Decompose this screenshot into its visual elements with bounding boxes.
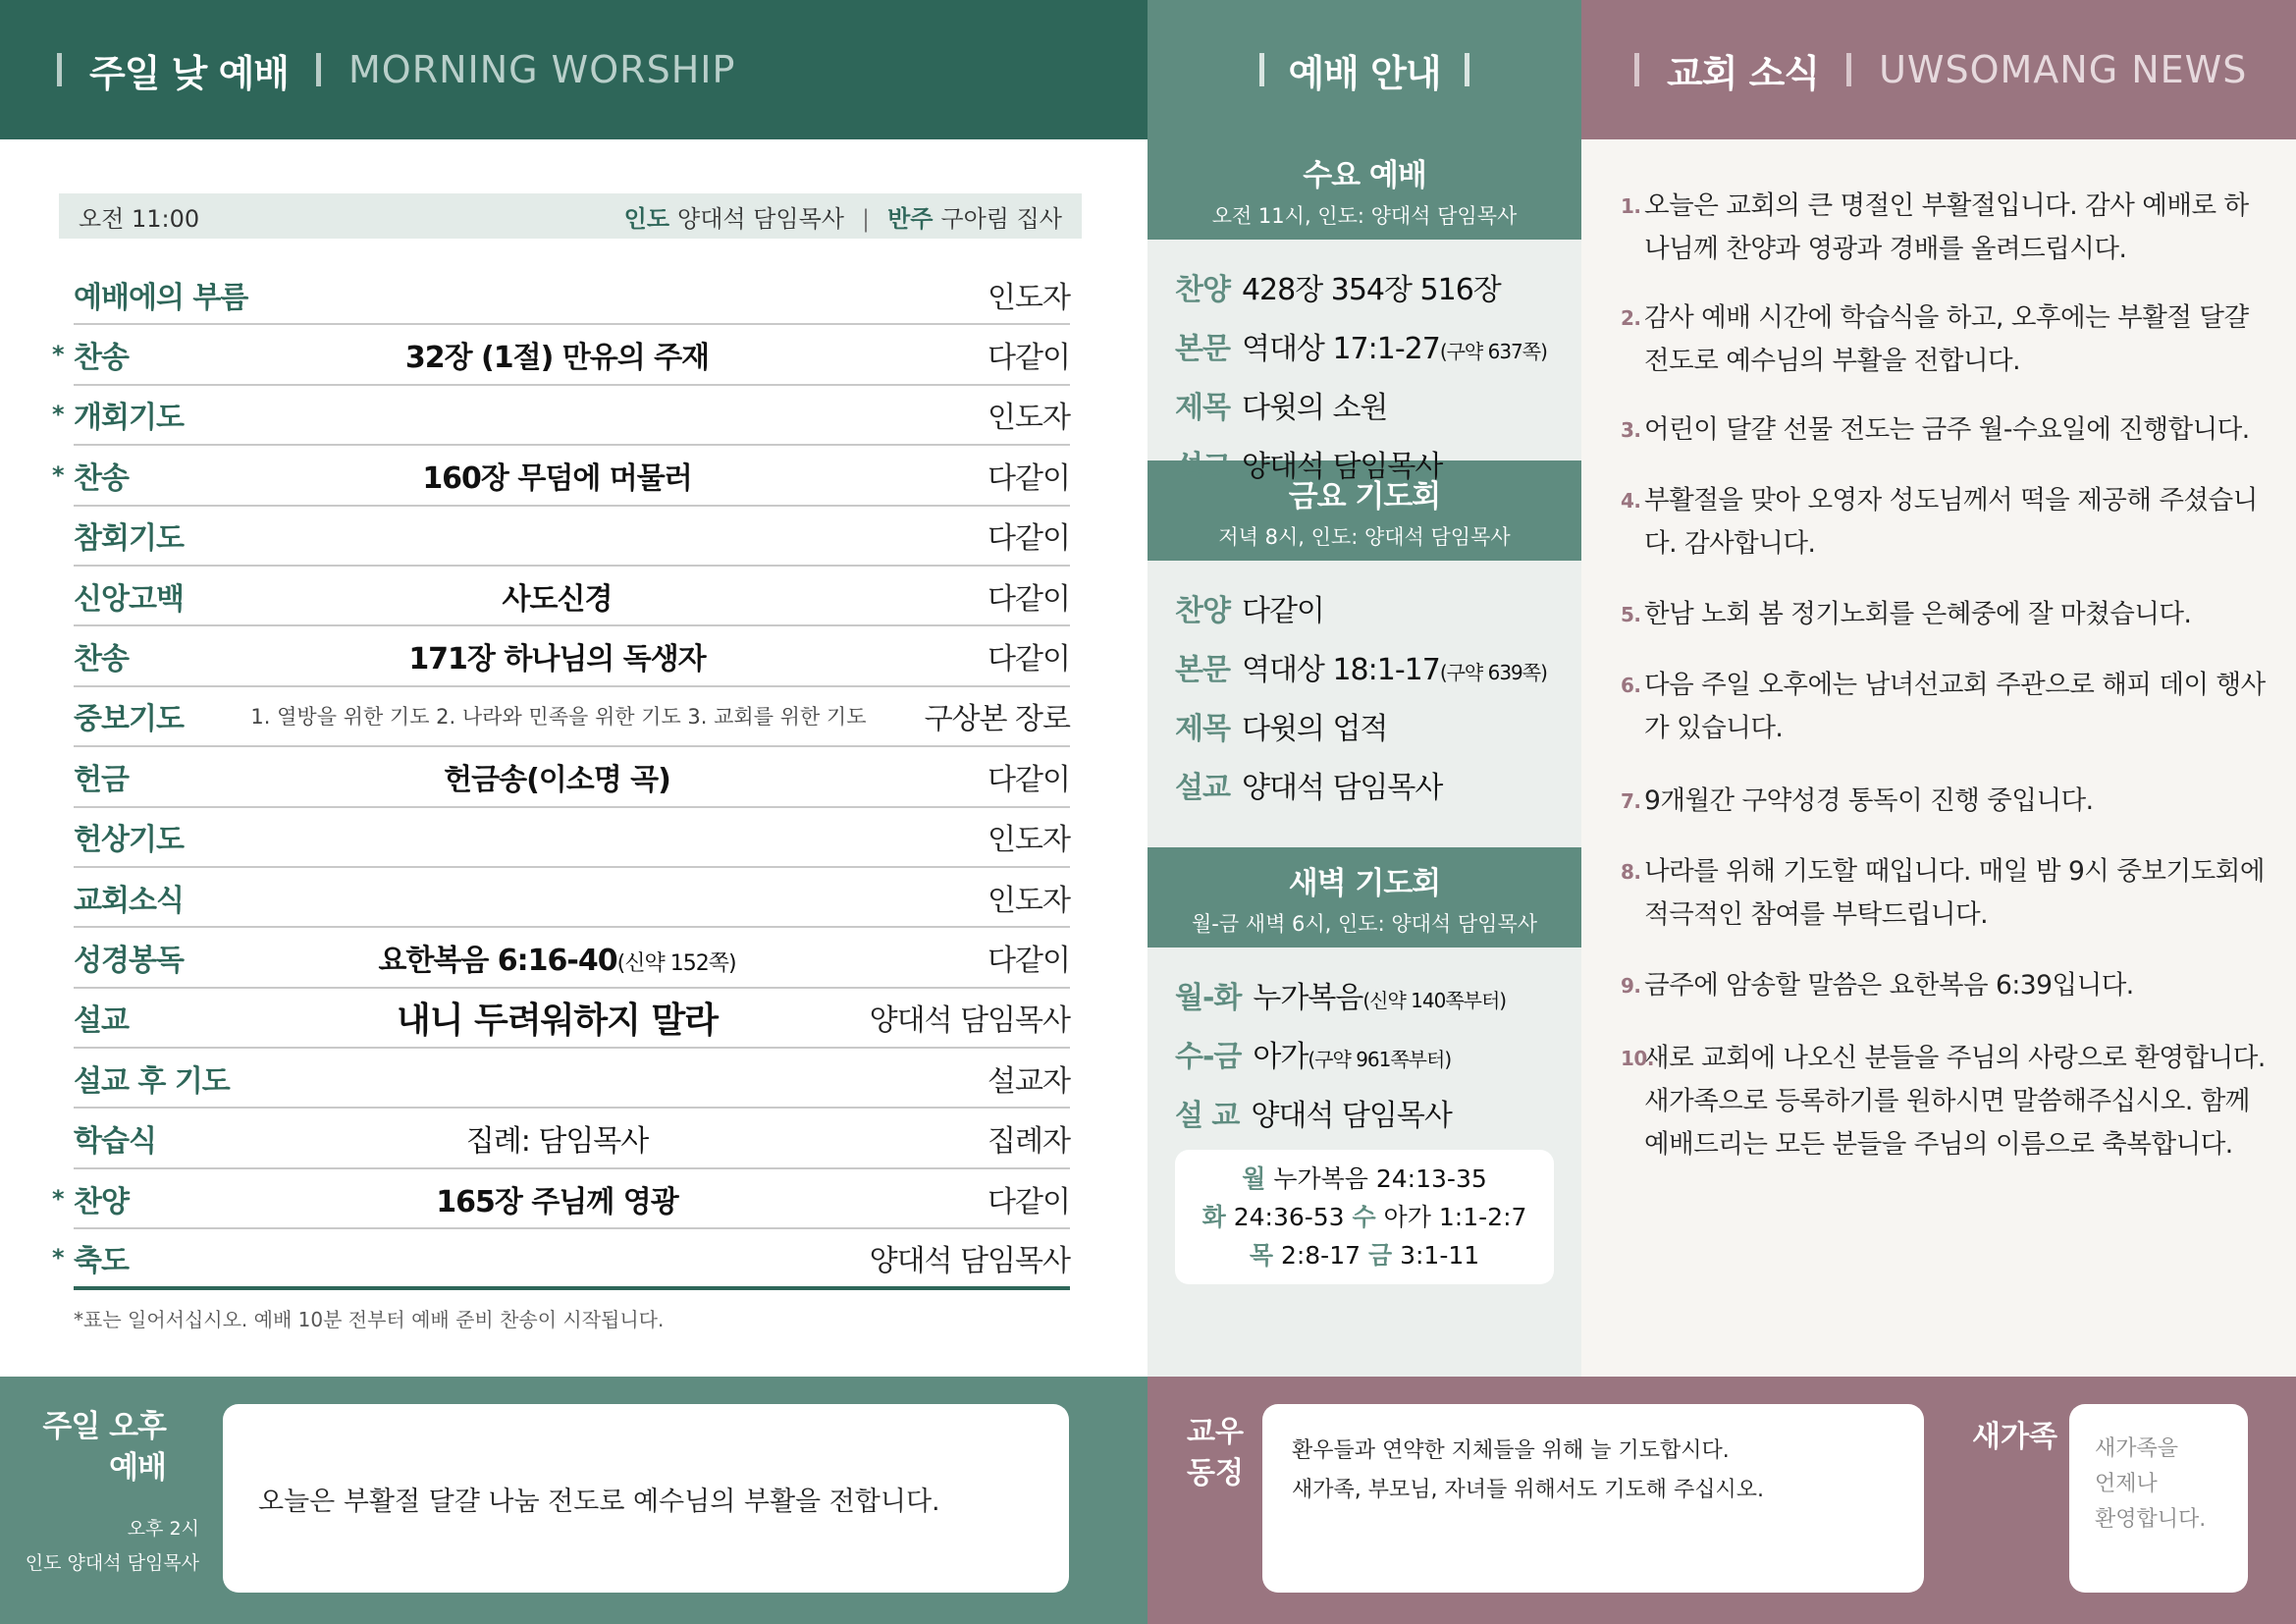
order-item-leader: 인도자 bbox=[988, 823, 1070, 858]
order-item-reference: (신약 152쪽) bbox=[616, 950, 736, 976]
reading-thu: 2:8-17 bbox=[1280, 1241, 1362, 1270]
friday-list bbox=[1148, 561, 1581, 847]
news-text: 다음 주일 오후에는 남녀선교회 주관으로 해피 데이 행사가 있습니다. bbox=[1644, 670, 2266, 743]
news-item bbox=[1621, 964, 2267, 1007]
schedule-value-main: 양대석 담임목사 bbox=[1241, 450, 1443, 484]
newfamily-box bbox=[2069, 1404, 2248, 1593]
order-row bbox=[74, 989, 1070, 1049]
order-item-leader: 인도자 bbox=[988, 280, 1070, 315]
schedule-value-main: 다윗의 소원 bbox=[1241, 391, 1388, 425]
news-text: 감사 예배 시간에 학습식을 하고, 오후에는 부활절 달걀 전도로 예수님의 부활을 전합니다. bbox=[1644, 302, 2249, 376]
daily-line-2 bbox=[1175, 1198, 1554, 1236]
order-item-name: 설교 후 기도 bbox=[74, 1063, 230, 1099]
service-people bbox=[624, 199, 1062, 234]
day-tue: 화 bbox=[1201, 1203, 1226, 1231]
order-row bbox=[52, 1229, 1070, 1289]
schedule-label: 월-화 bbox=[1175, 981, 1242, 1015]
news-text: 나라를 위해 기도할 때입니다. 매일 밤 9시 중보기도회에 적극적인 참여를 부탁드립니다. bbox=[1644, 856, 2265, 930]
news-item bbox=[1621, 479, 2267, 566]
order-row bbox=[74, 567, 1070, 626]
news-text: 9개월간 구약성경 통독이 진행 중입니다. bbox=[1644, 785, 2094, 816]
order-row bbox=[52, 325, 1070, 385]
newfamily-line-1: 새가족을 bbox=[2095, 1436, 2179, 1461]
schedule-value bbox=[1242, 383, 1387, 426]
header-church-news bbox=[1581, 0, 2296, 139]
order-item-name: 교회소식 bbox=[74, 883, 184, 918]
news-number: 4. bbox=[1621, 489, 1641, 513]
order-item-title: 1. 열방을 위한 기도 2. 나라와 민족을 위한 기도 3. 교회를 위한 기도 bbox=[250, 705, 867, 730]
accompanist-name: 구아림 집사 bbox=[940, 204, 1062, 233]
order-item-content bbox=[270, 936, 844, 979]
order-item-leader: 다같이 bbox=[988, 1184, 1070, 1219]
stand-marker: * bbox=[52, 460, 65, 489]
order-item-name: 성경봉독 bbox=[74, 943, 184, 978]
order-item-title: 160장 무덤에 머물러 bbox=[422, 460, 692, 496]
day-wed: 수 bbox=[1352, 1203, 1376, 1231]
accompanist-label: 반주 bbox=[887, 204, 934, 233]
afternoon-title bbox=[42, 1406, 166, 1489]
schedule-value-main: 다윗의 업적 bbox=[1241, 712, 1388, 746]
schedule-label: 본문 bbox=[1175, 653, 1230, 687]
news-number: 5. bbox=[1621, 603, 1641, 626]
news-item bbox=[1621, 408, 2267, 452]
news-item bbox=[1621, 850, 2267, 937]
afternoon-details bbox=[26, 1512, 199, 1581]
schedule-value bbox=[1253, 1032, 1451, 1075]
reading-mon: 누가복음 24:13-35 bbox=[1273, 1164, 1487, 1193]
prayer-title-line1: 교우 bbox=[1187, 1415, 1244, 1449]
news-number: 10. bbox=[1621, 1047, 1654, 1070]
day-thu: 목 bbox=[1249, 1241, 1273, 1270]
schedule-item bbox=[1175, 1024, 1554, 1083]
service-schedule bbox=[1148, 139, 1581, 1377]
news-item bbox=[1621, 664, 2267, 750]
wednesday-header bbox=[1148, 139, 1581, 240]
schedule-value bbox=[1242, 645, 1547, 688]
order-row bbox=[74, 868, 1070, 928]
order-item-title: 165장 주님께 영광 bbox=[436, 1184, 678, 1219]
stand-marker: * bbox=[52, 1243, 65, 1272]
order-item-title: 요한복음 6:16-40 bbox=[378, 943, 617, 978]
order-item-leader: 구상본 장로 bbox=[924, 702, 1070, 737]
news-item bbox=[1621, 297, 2267, 383]
schedule-value bbox=[1242, 586, 1324, 629]
order-item-name: 학습식 bbox=[74, 1124, 156, 1160]
news-item bbox=[1621, 593, 2267, 636]
order-item-title: 헌금송(이소명 곡) bbox=[444, 762, 670, 797]
order-row bbox=[74, 687, 1070, 747]
header-title-ko: 교회 소식 bbox=[1667, 51, 1820, 95]
schedule-label: 설 교 bbox=[1175, 1099, 1240, 1133]
schedule-value-main: 누가복음 bbox=[1253, 981, 1363, 1015]
order-item-leader: 집례자 bbox=[988, 1124, 1070, 1160]
afternoon-leader: 인도 양대석 담임목사 bbox=[25, 1552, 199, 1574]
stand-marker: * bbox=[52, 401, 65, 429]
header-title-en: MORNING WORSHIP bbox=[348, 48, 736, 91]
friday-header bbox=[1148, 460, 1581, 561]
reading-fri: 3:1-11 bbox=[1400, 1241, 1480, 1270]
news-number: 8. bbox=[1621, 860, 1641, 884]
header-bar bbox=[57, 53, 62, 86]
order-item-name: 찬송 bbox=[74, 642, 129, 677]
schedule-value-main: 역대상 18:1-17 bbox=[1241, 653, 1440, 687]
info-divider: | bbox=[861, 204, 871, 233]
order-item-name: 개회기도 bbox=[74, 401, 184, 436]
dawn-subtitle: 월-금 새벽 6시, 인도: 양대석 담임목사 bbox=[1191, 911, 1538, 936]
header-separator bbox=[1846, 53, 1851, 86]
news-number: 9. bbox=[1621, 974, 1641, 998]
news-text: 한남 노회 봄 정기노회를 은혜중에 잘 마쳤습니다. bbox=[1644, 599, 2192, 629]
reading-wed: 아가 1:1-2:7 bbox=[1383, 1203, 1527, 1231]
schedule-value bbox=[1242, 704, 1387, 747]
wednesday-title: 수요 예배 bbox=[1303, 157, 1426, 193]
order-item-leader: 다같이 bbox=[988, 762, 1070, 797]
newfamily-line-3: 환영합니다. bbox=[2095, 1507, 2207, 1532]
news-number: 3. bbox=[1621, 418, 1641, 442]
header-bar bbox=[1259, 53, 1264, 86]
service-info-bar bbox=[59, 193, 1082, 239]
header-service-guide bbox=[1148, 0, 1581, 139]
order-item-content bbox=[270, 454, 844, 497]
order-item-leader: 다같이 bbox=[988, 642, 1070, 677]
order-row bbox=[52, 1169, 1070, 1229]
stand-marker: * bbox=[52, 1184, 65, 1213]
schedule-value bbox=[1242, 763, 1442, 806]
newfamily-title: 새가족 bbox=[1972, 1420, 2057, 1454]
order-row bbox=[74, 626, 1070, 686]
news-item bbox=[1621, 185, 2267, 271]
news-text: 부활절을 맞아 오영자 성도님께서 떡을 제공해 주셨습니다. 감사합니다. bbox=[1644, 485, 2258, 559]
schedule-value bbox=[1242, 324, 1547, 367]
dawn-list bbox=[1148, 947, 1581, 1142]
news-number: 7. bbox=[1621, 789, 1641, 813]
prayer-title bbox=[1187, 1412, 1244, 1494]
order-item-name: 찬양 bbox=[74, 1184, 129, 1219]
order-row bbox=[74, 507, 1070, 567]
order-row bbox=[74, 265, 1070, 325]
order-item-content bbox=[270, 993, 844, 1043]
schedule-item bbox=[1175, 375, 1554, 434]
header-title-ko: 주일 낮 예배 bbox=[89, 51, 289, 95]
order-row bbox=[74, 1049, 1070, 1109]
afternoon-title-line1: 주일 오후 bbox=[42, 1409, 166, 1444]
order-item-leader: 인도자 bbox=[988, 401, 1070, 436]
afternoon-message-box bbox=[223, 1404, 1069, 1593]
schedule-value bbox=[1242, 265, 1501, 308]
schedule-reference: (신약 140쪽부터) bbox=[1362, 989, 1507, 1012]
schedule-label: 제목 bbox=[1175, 391, 1230, 425]
header-bar bbox=[1634, 53, 1639, 86]
schedule-item bbox=[1175, 578, 1554, 637]
order-item-content bbox=[270, 333, 844, 376]
header-separator bbox=[316, 53, 321, 86]
newfamily-line-2: 언제나 bbox=[2095, 1472, 2158, 1496]
prayer-line-1: 환우들과 연약한 지체들을 위해 늘 기도합시다. bbox=[1292, 1438, 1730, 1463]
daily-line-3 bbox=[1175, 1236, 1554, 1274]
schedule-value-main: 아가 bbox=[1253, 1040, 1308, 1074]
order-item-content bbox=[270, 755, 844, 798]
schedule-value bbox=[1251, 1091, 1451, 1134]
leader-label: 인도 bbox=[623, 204, 670, 233]
order-row bbox=[52, 386, 1070, 446]
order-item-leader: 양대석 담임목사 bbox=[869, 1003, 1070, 1039]
schedule-label: 제목 bbox=[1175, 712, 1230, 746]
schedule-item bbox=[1175, 696, 1554, 755]
schedule-value-main: 양대석 담임목사 bbox=[1241, 771, 1443, 805]
order-row bbox=[74, 808, 1070, 868]
news-text: 어린이 달걀 선물 전도는 금주 월-수요일에 진행합니다. bbox=[1644, 414, 2250, 445]
schedule-label: 설교 bbox=[1175, 771, 1230, 805]
news-item bbox=[1621, 1037, 2267, 1166]
news-number: 6. bbox=[1621, 674, 1641, 697]
schedule-value bbox=[1253, 973, 1506, 1016]
news-text: 오늘은 교회의 큰 명절인 부활절입니다. 감사 예배로 하나님께 찬양과 영광과 경배를 올려드립시다. bbox=[1644, 190, 2249, 264]
schedule-label: 설교 bbox=[1175, 450, 1230, 484]
order-row bbox=[74, 928, 1070, 988]
prayer-title-line2: 동정 bbox=[1187, 1456, 1244, 1490]
order-item-title: 집례: 담임목사 bbox=[465, 1124, 649, 1160]
order-item-title: 사도신경 bbox=[502, 581, 613, 617]
order-item-content bbox=[270, 1116, 844, 1160]
prayer-panel bbox=[1148, 1377, 2296, 1624]
schedule-label: 찬양 bbox=[1175, 594, 1230, 628]
order-item-content bbox=[270, 1177, 844, 1220]
order-item-name: 참회기도 bbox=[74, 521, 184, 557]
schedule-reference: (구약 639쪽) bbox=[1439, 661, 1547, 684]
header-title-ko: 예배 안내 bbox=[1288, 51, 1441, 95]
schedule-reference: (구약 637쪽) bbox=[1439, 340, 1547, 363]
schedule-item bbox=[1175, 1083, 1554, 1142]
dawn-title: 새벽 기도회 bbox=[1288, 865, 1441, 901]
reading-tue: 24:36-53 bbox=[1233, 1203, 1345, 1231]
order-item-leader: 다같이 bbox=[988, 943, 1070, 978]
afternoon-title-line2: 예배 bbox=[109, 1450, 166, 1486]
schedule-value-main: 다같이 bbox=[1241, 594, 1324, 628]
order-item-name: 예배에의 부름 bbox=[74, 280, 248, 315]
order-item-content bbox=[270, 574, 844, 618]
order-item-name: 축도 bbox=[74, 1243, 129, 1278]
order-item-name: 신앙고백 bbox=[74, 581, 184, 617]
schedule-label: 본문 bbox=[1175, 332, 1230, 366]
header-title-en: UWSOMANG NEWS bbox=[1879, 48, 2248, 91]
header-bar bbox=[1465, 53, 1469, 86]
schedule-item bbox=[1175, 316, 1554, 375]
order-item-title: 내니 두려워하지 말라 bbox=[396, 1000, 719, 1041]
order-row bbox=[74, 1109, 1070, 1168]
footnote: *표는 일어서십시오. 예배 10분 전부터 예배 준비 찬송이 시작됩니다. bbox=[74, 1308, 665, 1331]
daily-line-1 bbox=[1175, 1160, 1554, 1198]
order-item-name: 중보기도 bbox=[74, 702, 184, 737]
wednesday-subtitle: 오전 11시, 인도: 양대석 담임목사 bbox=[1211, 203, 1518, 228]
news-list bbox=[1621, 185, 2267, 1166]
afternoon-time: 오후 2시 bbox=[127, 1518, 199, 1540]
header-morning-worship bbox=[0, 0, 1148, 139]
prayer-box bbox=[1262, 1404, 1924, 1593]
schedule-value-main: 역대상 17:1-27 bbox=[1241, 332, 1440, 366]
order-item-leader: 설교자 bbox=[988, 1063, 1070, 1099]
order-item-leader: 다같이 bbox=[988, 581, 1070, 617]
order-item-content bbox=[270, 634, 844, 677]
afternoon-message: 오늘은 부활절 달걀 나눔 전도로 예수님의 부활을 전합니다. bbox=[258, 1486, 940, 1517]
schedule-reference: (구약 961쪽부터) bbox=[1308, 1048, 1452, 1071]
service-time: 오전 11:00 bbox=[79, 204, 200, 233]
prayer-line-2: 새가족, 부모님, 자녀들 위해서도 기도해 주십시오. bbox=[1292, 1478, 1764, 1502]
order-item-leader: 다같이 bbox=[988, 521, 1070, 557]
news-number: 1. bbox=[1621, 194, 1641, 218]
news-text: 새로 교회에 나오신 분들을 주님의 사랑으로 환영합니다. 새가족으로 등록하기를 원하시면 말씀해주십시오. 함께 예배드리는 모든 분들을 주님의 이름으로 축복합니다. bbox=[1644, 1043, 2266, 1160]
schedule-item bbox=[1175, 965, 1554, 1024]
dawn-header bbox=[1148, 847, 1581, 947]
order-of-worship bbox=[52, 265, 1070, 1290]
news-number: 2. bbox=[1621, 306, 1641, 330]
order-item-leader: 인도자 bbox=[988, 883, 1070, 918]
schedule-value-main: 양대석 담임목사 bbox=[1251, 1099, 1452, 1133]
schedule-label: 수-금 bbox=[1175, 1040, 1242, 1074]
order-item-name: 헌상기도 bbox=[74, 823, 184, 858]
order-item-title: 171장 하나님의 독생자 bbox=[408, 642, 706, 677]
wednesday-list bbox=[1148, 240, 1581, 484]
order-row bbox=[52, 446, 1070, 506]
schedule-label: 찬양 bbox=[1175, 273, 1230, 307]
order-item-title: 32장 (1절) 만유의 주재 bbox=[404, 341, 710, 376]
day-fri: 금 bbox=[1367, 1241, 1393, 1270]
daily-reading-box bbox=[1175, 1150, 1554, 1284]
friday-title: 금요 기도회 bbox=[1288, 478, 1441, 514]
news-text: 금주에 암송할 말씀은 요한복음 6:39입니다. bbox=[1644, 970, 2134, 1001]
schedule-item bbox=[1175, 755, 1554, 814]
schedule-item bbox=[1175, 637, 1554, 696]
schedule-item bbox=[1175, 257, 1554, 316]
order-item-content bbox=[250, 701, 866, 731]
order-item-leader: 양대석 담임목사 bbox=[869, 1243, 1070, 1278]
order-item-leader: 다같이 bbox=[988, 460, 1070, 496]
schedule-value-main: 428장 354장 516장 bbox=[1241, 273, 1501, 307]
news-item bbox=[1621, 780, 2267, 823]
stand-marker: * bbox=[52, 341, 65, 369]
order-item-name: 찬송 bbox=[74, 460, 129, 496]
order-item-name: 찬송 bbox=[74, 341, 129, 376]
order-item-name: 설교 bbox=[74, 1003, 129, 1039]
church-news bbox=[1581, 139, 2296, 1377]
order-item-leader: 다같이 bbox=[988, 341, 1070, 376]
friday-subtitle: 저녁 8시, 인도: 양대석 담임목사 bbox=[1218, 524, 1511, 549]
order-item-name: 헌금 bbox=[74, 762, 129, 797]
leader-name: 양대석 담임목사 bbox=[677, 204, 844, 233]
order-row bbox=[74, 747, 1070, 807]
afternoon-service-panel bbox=[0, 1377, 1148, 1624]
day-mon: 월 bbox=[1242, 1164, 1266, 1193]
